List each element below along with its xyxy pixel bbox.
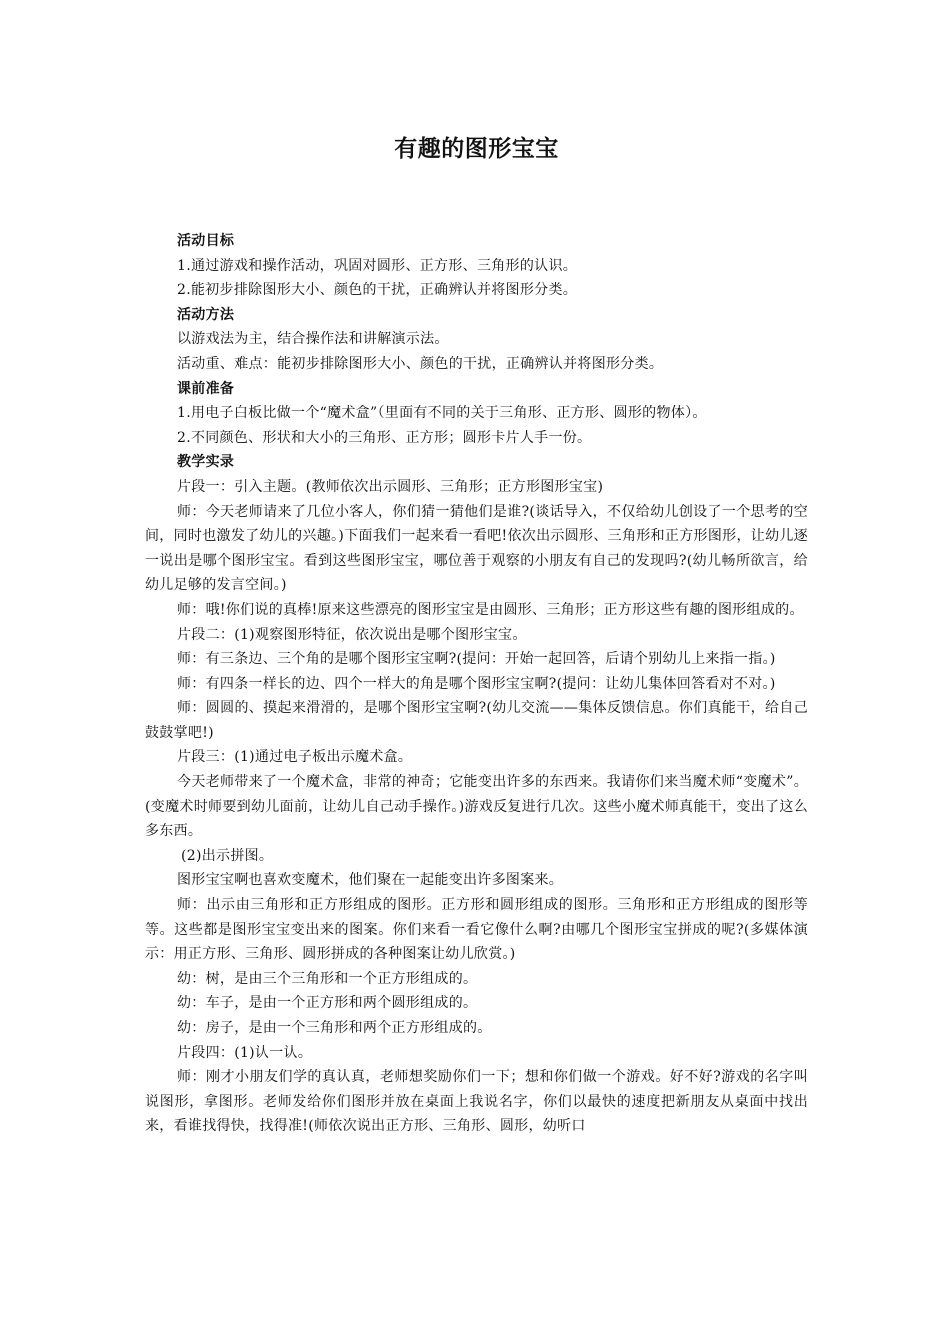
body-paragraph: 师：有四条一样长的边、四个一样大的角是哪个图形宝宝啊?(提问：让幼儿集体回答看对不对。) [177, 675, 776, 692]
body-paragraph: 幼：车子，是由一个正方形和两个圆形组成的。 [177, 995, 478, 1012]
body-paragraph: 图形宝宝啊也喜欢变魔术，他们聚在一起能变出许多图案来。 [177, 872, 564, 889]
body-paragraph: 片段四：(1)认一认。 [177, 1044, 313, 1061]
body-paragraph: (2)出示拼图。 [181, 847, 274, 864]
body-paragraph: 师：哦!你们说的真棒!原来这些漂亮的图形宝宝是由圆形、三角形；正方形这些有趣的图形组成的。 [177, 601, 804, 618]
body-paragraph: 师：圆圆的、摸起来滑滑的，是哪个图形宝宝啊?(幼儿交流——集体反馈信息。你们真能干，给自己鼓鼓掌吧!) [145, 700, 808, 741]
body-paragraph: 片段二：(1)观察图形特征，依次说出是哪个图形宝宝。 [177, 626, 527, 643]
body-paragraph: 幼：树，是由三个三角形和一个正方形组成的。 [177, 970, 478, 987]
section-heading: 教学实录 [177, 454, 235, 471]
document-body [145, 229, 808, 1139]
body-paragraph: 片段三：(1)通过电子板出示魔术盒。 [177, 749, 413, 766]
body-paragraph: 活动重、难点：能初步排除图形大小、颜色的干扰，正确辨认并将图形分类。 [177, 355, 664, 372]
section-heading: 课前准备 [177, 380, 235, 397]
body-paragraph: 师：今天老师请来了几位小客人，你们猜一猜他们是谁?(谈话导入，不仅给幼儿创设了一个思考的空间，同时也激发了幼儿的兴趣。)下面我们一起来看一看吧!依次出示圆形、三角形和正方形图形，让幼儿逐一说出是哪个图形宝宝。看到这些图形宝宝，哪位善于观察的小朋友有自己的发现吗?(幼儿畅所欲言，给幼儿足够的发言空间。) [145, 503, 808, 594]
body-paragraph: 2.能初步排除图形大小、颜色的干扰，正确辨认并将图形分类。 [177, 282, 578, 299]
body-paragraph: 师：有三条边、三个角的是哪个图形宝宝啊?(提问：开始一起回答，后请个别幼儿上来指一指。) [177, 651, 776, 668]
body-paragraph: 师：刚才小朋友们学的真认真，老师想奖励你们一下；想和你们做一个游戏。好不好?游戏的名字叫说图形，拿图形。老师发给你们图形并放在桌面上我说名字，你们以最快的速度把新朋友从桌面中找出来，看谁找得快，找得准!(师依次说出正方形、三角形、圆形，幼听口 [145, 1069, 808, 1135]
body-paragraph: 片段一：引入主题。(教师依次出示圆形、三角形；正方形图形宝宝) [177, 478, 604, 495]
body-paragraph: 1.用电子白板比做一个“魔术盒”（里面有不同的关于三角形、正方形、圆形的物体）。 [177, 405, 707, 422]
body-paragraph: 以游戏法为主，结合操作法和讲解演示法。 [177, 331, 449, 348]
body-paragraph: 幼：房子，是由一个三角形和两个正方形组成的。 [177, 1020, 492, 1036]
body-paragraph: 2.不同颜色、形状和大小的三角形、正方形；圆形卡片人手一份。 [177, 429, 592, 446]
document-title: 有趣的图形宝宝 [394, 136, 559, 162]
body-paragraph: 1.通过游戏和操作活动，巩固对圆形、正方形、三角形的认识。 [177, 257, 578, 274]
body-paragraph: 今天老师带来了一个魔术盒，非常的神奇；它能变出许多的东西来。我请你们来当魔术师“变魔术”。(变魔术时师要到幼儿面前，让幼儿自己动手操作。)游戏反复进行几次。这些小魔术师真能干，变出了这么多东西。 [145, 774, 808, 840]
section-heading: 活动方法 [177, 306, 235, 323]
body-paragraph: 师：出示由三角形和正方形组成的图形。正方形和圆形组成的图形。三角形和正方形组成的图形等等。这些都是图形宝宝变出来的图案。你们来看一看它像什么啊?由哪几个图形宝宝拼成的呢?(多媒体演示：用正方形、三角形、圆形拼成的各种图案让幼儿欣赏。) [145, 897, 808, 963]
section-heading: 活动目标 [177, 233, 235, 249]
